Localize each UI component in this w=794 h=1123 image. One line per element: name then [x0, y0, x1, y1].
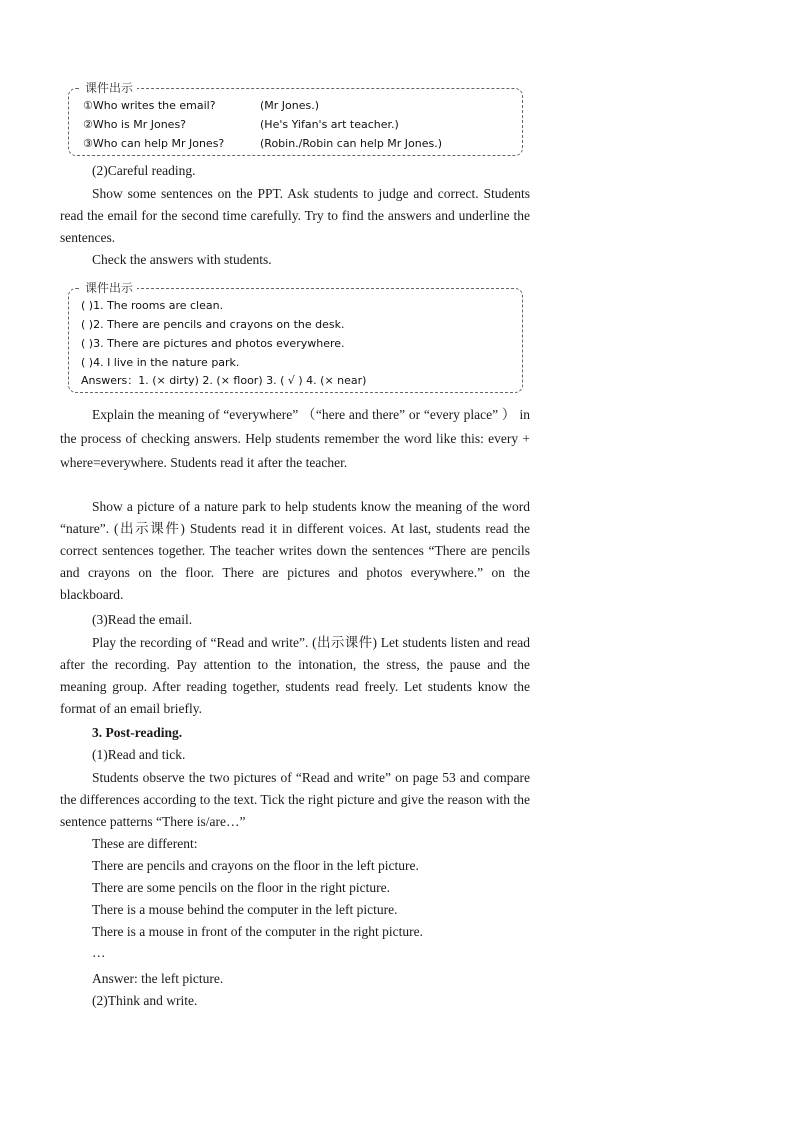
careful-reading-paragraph: Show some sentences on the PPT. Ask students to judge and correct. Students read the email for the second time carefully. Try to find the answers and underline the sentences.	[60, 186, 530, 245]
ellipsis-line: …	[92, 945, 106, 960]
difference-line-2: There are some pencils on the floor in the right picture.	[92, 880, 391, 895]
answer-1: (Mr Jones.)	[260, 99, 320, 112]
courseware-box-judge	[68, 281, 523, 393]
play-recording-paragraph: Play the recording of “Read and write”. (出示课件) Let students listen and read after the recording. Pay attention to the intonation, the stress, the pause and the meaning group. After reading together, students read freely. Let students know the format of an email briefly.	[60, 635, 530, 716]
post-reading-heading: 3. Post-reading.	[92, 725, 183, 740]
statement-1: ( )1. The rooms are clean.	[81, 299, 224, 312]
question-1: ①Who writes the email?	[83, 99, 216, 112]
statement-4: ( )4. I live in the nature park.	[81, 356, 240, 369]
nature-paragraph: Show a picture of a nature park to help students know the meaning of the word “nature”. (出示课件) Students read it in different voices. At last, students read the correct sentences together. The teacher writes down the sentences “There are pencils and crayons on the floor. There are pictures and photos everywhere.” on the blackboard.	[60, 499, 530, 602]
box-label: 课件出示	[81, 80, 137, 96]
check-answers-line: Check the answers with students.	[92, 252, 272, 267]
question-2: ②Who is Mr Jones?	[83, 118, 187, 131]
answers-line: Answers：1. (× dirty) 2. (× floor) 3. ( √ ) 4. (× near)	[81, 374, 367, 387]
observe-paragraph: Students observe the two pictures of “Read and write” on page 53 and compare the differences according to the text. Tick the right picture and give the reason with the sentence patterns “There is/are…”	[60, 770, 530, 829]
careful-reading-heading: (2)Careful reading.	[92, 163, 196, 178]
think-write-heading: (2)Think and write.	[92, 993, 198, 1008]
box-label: 课件出示	[81, 280, 137, 296]
statement-2: ( )2. There are pencils and crayons on the desk.	[81, 318, 345, 331]
answer-line: Answer: the left picture.	[92, 971, 224, 986]
difference-line-4: There is a mouse in front of the computer in the right picture.	[92, 924, 424, 939]
answer-2: (He's Yifan's art teacher.)	[260, 118, 399, 131]
answer-3: (Robin./Robin can help Mr Jones.)	[260, 137, 443, 150]
courseware-box-questions	[68, 81, 523, 156]
read-email-heading: (3)Read the email.	[92, 612, 193, 627]
question-3: ③Who can help Mr Jones?	[83, 137, 225, 150]
statement-3: ( )3. There are pictures and photos everywhere.	[81, 337, 345, 350]
read-tick-heading: (1)Read and tick.	[92, 747, 186, 762]
difference-line-3: There is a mouse behind the computer in the left picture.	[92, 902, 398, 917]
explain-paragraph: Explain the meaning of “everywhere” （“here and there” or “every place” ） in the process of checking answers. Help students remember the word like this: every + where=everywhere. Students read it after the teacher.	[60, 407, 530, 470]
differences-heading: These are different:	[92, 836, 198, 851]
difference-line-1: There are pencils and crayons on the floor in the left picture.	[92, 858, 419, 873]
